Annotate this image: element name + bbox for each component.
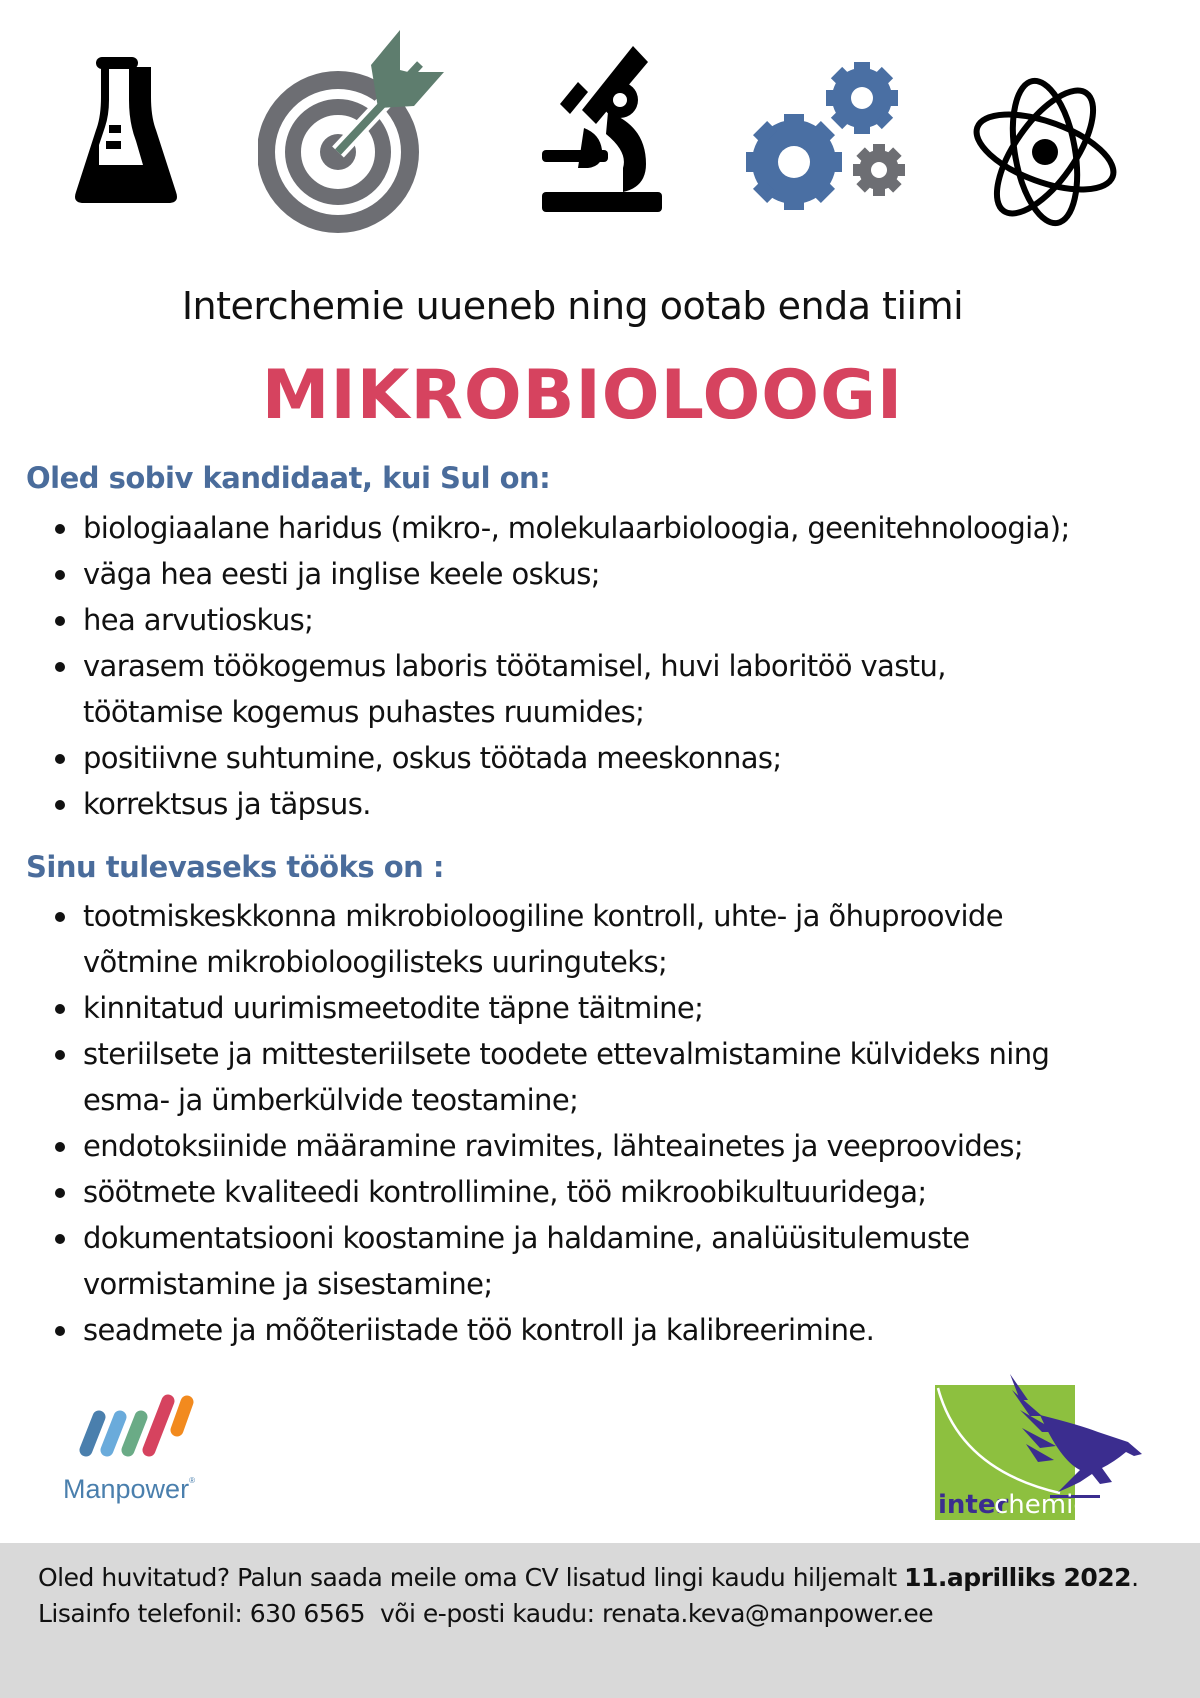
footer-line-contact: Lisainfo telefonil: 630 6565 või e-posti kaudu: renata.keva@manpower.ee xyxy=(38,1599,934,1628)
list-item: seadmete ja mõõteriistade töö kontroll ja kalibreerimine. xyxy=(0,1307,1200,1353)
bullet-icon xyxy=(55,1234,65,1244)
bullet-icon xyxy=(55,1142,65,1152)
bullet-icon xyxy=(55,1004,65,1014)
list-item: varasem töökogemus laboris töötamisel, huvi laboritöö vastu, xyxy=(0,643,1200,689)
duties-list xyxy=(0,893,1200,1353)
manpower-logo-text: Manpower® xyxy=(63,1474,195,1504)
bullet-icon xyxy=(55,570,65,580)
bullet-icon xyxy=(55,1188,65,1198)
list-item: väga hea eesti ja inglise keele oskus; xyxy=(0,551,1200,597)
svg-text:chemie: chemie xyxy=(994,1490,1090,1520)
list-item-continuation: vormistamine ja sisestamine; xyxy=(83,1267,493,1301)
list-item: endotoksiinide määramine ravimites, lähteainetes ja veeproovides; xyxy=(0,1123,1200,1169)
list-item-continuation: töötamise kogemus puhastes ruumides; xyxy=(83,695,645,729)
requirements-heading: Oled sobiv kandidaat, kui Sul on: xyxy=(26,461,551,495)
target-icon xyxy=(258,28,478,233)
bullet-icon xyxy=(55,912,65,922)
list-item: hea arvutioskus; xyxy=(0,597,1200,643)
bullet-icon xyxy=(55,1326,65,1336)
footer-line-deadline: Oled huvitatud? Palun saada meile oma CV lisatud lingi kaudu hiljemalt 11.aprilliks 2022. xyxy=(38,1563,1139,1592)
job-title: MIKROBIOLOOGI xyxy=(261,356,904,435)
footer-contact-bar xyxy=(0,1543,1200,1698)
list-item: positiivne suhtumine, oskus töötada meeskonnas; xyxy=(0,735,1200,781)
deadline-date: 11.aprilliks 2022 xyxy=(904,1563,1132,1592)
bullet-icon xyxy=(55,1050,65,1060)
bullet-icon xyxy=(55,524,65,534)
list-item: korrektsus ja täpsus. xyxy=(0,781,1200,827)
interchemie-logo-icon xyxy=(930,1370,1160,1520)
list-item: tootmiskeskkonna mikrobioloogiline kontroll, uhte- ja õhuproovide xyxy=(0,893,1200,939)
list-item: kinnitatud uurimismeetodite täpne täitmine; xyxy=(0,985,1200,1031)
gears-icon xyxy=(738,60,913,225)
flask-icon xyxy=(68,55,188,215)
icons-row xyxy=(0,0,1200,250)
list-item: biologiaalane haridus (mikro-, molekulaarbioloogia, geenitehnoloogia); xyxy=(0,505,1200,551)
bullet-icon xyxy=(55,662,65,672)
list-item-continuation: esma- ja ümberkülvide teostamine; xyxy=(83,1083,579,1117)
atom-icon xyxy=(965,72,1125,232)
requirements-list xyxy=(0,505,1200,827)
svg-text:inter: inter xyxy=(938,1490,1009,1520)
list-item: dokumentatsiooni koostamine ja haldamine, analüüsitulemuste xyxy=(0,1215,1200,1261)
intro-text: Interchemie uueneb ning ootab enda tiimi xyxy=(181,284,964,328)
list-item-continuation: võtmine mikrobioloogilisteks uuringuteks; xyxy=(83,945,668,979)
bullet-icon xyxy=(55,616,65,626)
duties-heading: Sinu tulevaseks tööks on : xyxy=(26,850,444,884)
list-item: söötmete kvaliteedi kontrollimine, töö mikroobikultuuridega; xyxy=(0,1169,1200,1215)
bullet-icon xyxy=(55,800,65,810)
bullet-icon xyxy=(55,754,65,764)
list-item: steriilsete ja mittesteriilsete toodete ettevalmistamine külvideks ning xyxy=(0,1031,1200,1077)
microscope-icon xyxy=(538,42,668,217)
